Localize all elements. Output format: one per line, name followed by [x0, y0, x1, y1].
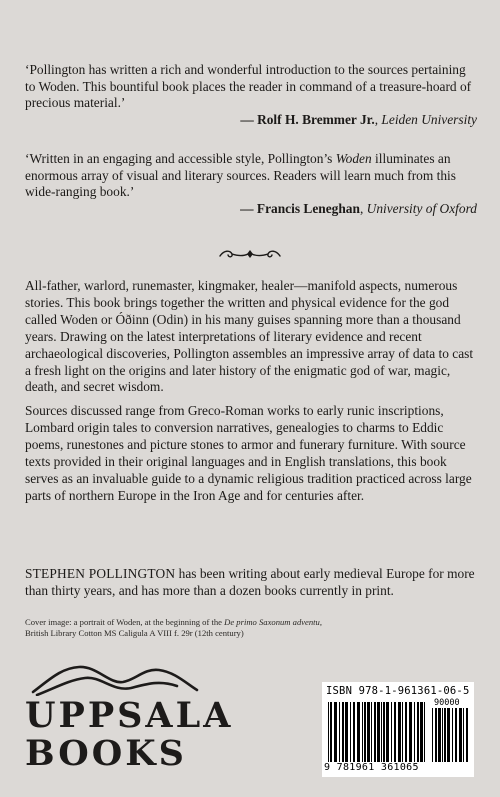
- cover-credit-title: De primo Saxonum adventu: [224, 617, 320, 627]
- review-author-2: — Francis Leneghan: [240, 201, 360, 216]
- author-bio: [25, 566, 477, 600]
- review-affiliation-2: University of Oxford: [366, 201, 477, 216]
- publisher-name-line-1: UPPSALA: [25, 695, 234, 736]
- review-attribution-1: — Rolf H. Bremmer Jr., Leiden University: [240, 112, 477, 127]
- barcode-bars-icon: [328, 702, 428, 762]
- cover-credit-line-2: British Library Cotton MS Caligula A VIII f. 29r (12th century): [25, 628, 244, 639]
- review-quote-2-text: ‘Written in an engaging and accessible style, Pollington’s: [25, 151, 336, 166]
- mountains-icon: [27, 658, 202, 696]
- review-quote-2-title: Woden: [335, 151, 372, 166]
- description-paragraph-2: [25, 403, 477, 504]
- isbn-barcode: [322, 682, 474, 777]
- review-quote-1-text: ‘Pollington has written a rich and wonderful introduction to the sources pertaining to Woden. This bountiful book places the reader in command of a treasure-hoard of precious material.’: [25, 62, 472, 111]
- isbn-label: ISBN 978-1-961361-06-5: [326, 685, 470, 697]
- author-name: STEPHEN POLLINGTON: [25, 566, 176, 581]
- barcode-digits: 9 781961 361065: [324, 762, 419, 773]
- description-paragraph-1-text: All-father, warlord, runemaster, kingmaker, healer—manifold aspects, numerous stories. This book brings together the written and physical evidence for the god called Woden or Óðinn (Odin) in his many guises spanning more than a thousand years. Drawing on the latest interpretations of literary evidence and recent archaeological discoveries, Pollington assembles an impressive array of data to cast a fresh light on the origins and later history of the enigmatic god of war, magic, death, and secret wisdom.: [25, 278, 474, 395]
- cover-credit-line-1-text: Cover image: a portrait of Woden, at the beginning of the: [25, 617, 225, 627]
- review-attribution-2: — Francis Leneghan, University of Oxford: [240, 201, 477, 216]
- cover-credit-line-1-end: ,: [319, 617, 323, 627]
- review-quote-2-text-end: illuminates an enormous array of visual and literary sources. Readers will learn much from this wide-ranging book.’: [25, 151, 456, 200]
- ornament-scroll-icon: [218, 247, 282, 261]
- author-bio-text: has been writing about early medieval Europe for more than thirty years, and has more than a dozen books currently in print.: [25, 566, 475, 598]
- cover-credit: [25, 617, 477, 639]
- review-quote-1: [25, 62, 477, 112]
- description-paragraph-1: [25, 278, 477, 396]
- barcode-addon-digits: 90000: [434, 698, 460, 708]
- review-quote-2: [25, 151, 477, 201]
- review-affiliation-1: Leiden University: [381, 112, 477, 127]
- barcode-addon-bars-icon: [432, 708, 470, 762]
- description-paragraph-2-text: Sources discussed range from Greco-Roman works to early runic inscriptions, Lombard origin tales to conversion narratives, genealogies to charms to Eddic poems, runestones and picture stones to armor and funerary furniture. With source texts provided in their original languages and in English translations, this book serves as an invaluable guide to a dynamic religious tradition practiced across large parts of northern Europe in the Iron Age and for centuries after.: [25, 403, 472, 503]
- review-author-1: — Rolf H. Bremmer Jr.: [240, 112, 375, 127]
- cover-credit-line-1: [25, 617, 477, 628]
- publisher-logo: [25, 658, 234, 778]
- publisher-name-line-2: BOOKS: [25, 733, 187, 774]
